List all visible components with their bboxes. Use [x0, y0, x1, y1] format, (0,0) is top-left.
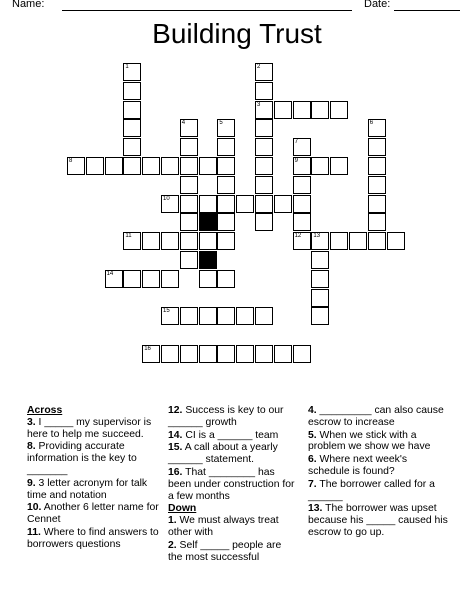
- grid-cell[interactable]: [311, 307, 329, 325]
- clue-text: Providing accurate information is the key to _______: [27, 441, 137, 476]
- grid-cell[interactable]: [142, 232, 160, 250]
- clue-text: Where to find answers to borrowers questions: [27, 526, 159, 550]
- black-cell: [199, 213, 217, 231]
- clue-item: [168, 405, 296, 429]
- grid-cell[interactable]: [255, 119, 273, 137]
- grid-cell[interactable]: [293, 101, 311, 119]
- clue-number: 2: [257, 64, 261, 70]
- grid-cell[interactable]: [180, 345, 198, 363]
- clue-number: 14.: [168, 429, 183, 441]
- clue-number: 6.: [308, 454, 317, 466]
- grid-cell[interactable]: [199, 195, 217, 213]
- grid-cell[interactable]: [142, 157, 160, 175]
- grid-cell[interactable]: [255, 213, 273, 231]
- clue-item: [27, 417, 167, 441]
- grid-cell[interactable]: [236, 345, 254, 363]
- clue-number: 1.: [168, 515, 177, 527]
- clue-text: We must always treat other with: [168, 515, 279, 538]
- clue-item: [168, 442, 296, 466]
- grid-cell[interactable]: [236, 307, 254, 325]
- clue-item: [27, 502, 167, 526]
- grid-cell[interactable]: [180, 119, 198, 137]
- grid-cell[interactable]: [217, 157, 235, 175]
- grid-cell[interactable]: [217, 307, 235, 325]
- grid-cell[interactable]: [217, 232, 235, 250]
- grid-cell[interactable]: [217, 213, 235, 231]
- grid-cell[interactable]: [199, 307, 217, 325]
- clue-number: 16: [144, 346, 151, 352]
- grid-cell[interactable]: [255, 157, 273, 175]
- grid-cell[interactable]: [368, 213, 386, 231]
- clue-number: 3: [257, 101, 261, 108]
- clue-number: 8: [69, 158, 73, 164]
- clue-item: [27, 441, 167, 476]
- clue-number: 12: [294, 233, 302, 240]
- grid-cell[interactable]: [123, 101, 141, 119]
- grid-cell[interactable]: [311, 251, 329, 269]
- grid-cell[interactable]: [199, 345, 217, 363]
- grid-cell[interactable]: [123, 82, 141, 100]
- grid-cell[interactable]: [311, 101, 329, 119]
- grid-cell[interactable]: [161, 307, 179, 325]
- grid-cell[interactable]: [255, 345, 273, 363]
- clue-number: 14: [106, 270, 114, 277]
- grid-cell[interactable]: [330, 101, 348, 119]
- clue-number: 9.: [27, 477, 36, 489]
- grid-cell[interactable]: [293, 213, 311, 231]
- grid-cell[interactable]: [123, 119, 141, 137]
- clue-item: [27, 527, 167, 551]
- grid-cell[interactable]: [368, 176, 386, 194]
- grid-cell[interactable]: [368, 195, 386, 213]
- clue-text: The borrower was upset because his _____ caused his escrow to go up.: [308, 503, 448, 538]
- grid-cell[interactable]: [217, 345, 235, 363]
- clues-column-3: [308, 405, 450, 540]
- name-label: Name:: [12, 0, 45, 10]
- grid-cell[interactable]: [293, 138, 311, 156]
- grid-cell[interactable]: [217, 195, 235, 213]
- grid-cell[interactable]: [67, 157, 85, 175]
- clue-item: [308, 405, 450, 429]
- grid-cell[interactable]: [199, 270, 217, 288]
- grid-cell[interactable]: [199, 232, 217, 250]
- grid-cell[interactable]: [368, 157, 386, 175]
- clue-number: 6: [369, 120, 374, 127]
- grid-cell[interactable]: [123, 157, 141, 175]
- grid-cell[interactable]: [255, 138, 273, 156]
- grid-cell[interactable]: [123, 270, 141, 288]
- grid-cell[interactable]: [255, 82, 273, 100]
- clues-column-1: [27, 405, 167, 552]
- clue-text: The borrower called for a ______: [308, 478, 435, 502]
- grid-cell[interactable]: [255, 307, 273, 325]
- clue-text: Another 6 letter name for Cennet: [27, 502, 159, 526]
- across-heading: Across: [27, 405, 63, 416]
- clue-text: CI is a ______ team: [182, 429, 279, 441]
- grid-cell[interactable]: [180, 251, 198, 269]
- clue-text: Success is key to our ______ growth: [168, 405, 284, 428]
- clue-text: That ________ has been under construction for a few months: [168, 466, 295, 502]
- clue-number: 10.: [27, 502, 42, 514]
- grid-cell[interactable]: [217, 138, 235, 156]
- grid-cell[interactable]: [123, 63, 141, 81]
- grid-cell[interactable]: [142, 270, 160, 288]
- grid-cell[interactable]: [368, 119, 386, 137]
- clue-number: 3.: [27, 416, 36, 428]
- clue-item: [308, 503, 450, 538]
- grid-cell[interactable]: [311, 289, 329, 307]
- grid-cell[interactable]: [161, 270, 179, 288]
- down-heading: Down: [168, 503, 197, 515]
- clue-number: 4: [181, 120, 186, 127]
- grid-cell[interactable]: [199, 157, 217, 175]
- grid-cell[interactable]: [161, 345, 179, 363]
- grid-cell[interactable]: [311, 270, 329, 288]
- grid-cell[interactable]: [274, 195, 292, 213]
- clue-item: [27, 478, 167, 502]
- grid-cell[interactable]: [180, 213, 198, 231]
- clue-number: 5.: [308, 429, 317, 441]
- grid-cell[interactable]: [180, 138, 198, 156]
- clue-number: 11: [125, 233, 132, 240]
- clue-number: 4.: [308, 405, 317, 416]
- clue-item: [308, 430, 450, 454]
- grid-cell[interactable]: [255, 176, 273, 194]
- black-cell: [199, 251, 217, 269]
- grid-cell[interactable]: [105, 157, 123, 175]
- clue-number: 7.: [308, 478, 317, 490]
- clue-number: 13: [313, 233, 321, 240]
- grid-cell[interactable]: [255, 195, 273, 213]
- grid-cell[interactable]: [311, 232, 329, 250]
- grid-cell[interactable]: [255, 101, 273, 119]
- clue-item: [168, 430, 296, 442]
- grid-cell[interactable]: [180, 176, 198, 194]
- clue-number: 13.: [308, 503, 323, 515]
- clue-text: Self _____ people are the most successful: [168, 539, 282, 563]
- clue-text: 3 letter acronym for talk time and notation: [27, 477, 148, 501]
- grid-cell[interactable]: [255, 63, 273, 81]
- clue-item: [168, 515, 296, 539]
- grid-cell[interactable]: [105, 270, 123, 288]
- clue-number: 1: [125, 64, 129, 70]
- clue-number: 12.: [168, 405, 183, 416]
- clue-number: 15.: [168, 442, 183, 454]
- grid-cell[interactable]: [180, 195, 198, 213]
- grid-cell[interactable]: [368, 232, 386, 250]
- grid-cell[interactable]: [330, 232, 348, 250]
- grid-cell[interactable]: [236, 195, 254, 213]
- grid-cell[interactable]: [180, 232, 198, 250]
- grid-cell[interactable]: [123, 232, 141, 250]
- clue-number: 15: [163, 308, 170, 315]
- grid-cell[interactable]: [86, 157, 104, 175]
- clue-text: I _____ my supervisor is here to help me succeed.: [27, 416, 152, 440]
- clue-number: 9: [294, 158, 298, 164]
- grid-cell[interactable]: [330, 157, 348, 175]
- grid-cell[interactable]: [142, 345, 160, 363]
- clue-text: A call about a yearly ______ statement.: [168, 442, 278, 466]
- clue-text: Where next week's schedule is found?: [308, 454, 408, 477]
- grid-cell[interactable]: [274, 101, 292, 119]
- grid-cell[interactable]: [217, 119, 235, 137]
- clue-item: [308, 479, 450, 503]
- grid-cell[interactable]: [293, 157, 311, 175]
- grid-cell[interactable]: [274, 345, 292, 363]
- grid-cell[interactable]: [293, 232, 311, 250]
- clue-item: [168, 540, 296, 564]
- clue-number: 5: [219, 120, 223, 127]
- clue-number: 16.: [168, 466, 183, 478]
- puzzle-title: Building Trust: [152, 18, 322, 49]
- clue-number: 2.: [168, 539, 177, 551]
- clue-item: [308, 454, 450, 478]
- grid-cell[interactable]: [180, 307, 198, 325]
- date-label: Date:: [364, 0, 391, 10]
- clue-text: When we stick with a problem we show we have: [308, 429, 431, 453]
- grid-cell[interactable]: [161, 232, 179, 250]
- grid-cell[interactable]: [387, 232, 405, 250]
- clue-number: 11.: [27, 526, 41, 538]
- grid-cell[interactable]: [217, 270, 235, 288]
- clue-number: 10: [163, 195, 170, 202]
- grid-cell[interactable]: [311, 157, 329, 175]
- clue-number: 8.: [27, 441, 36, 453]
- clue-number: 7: [294, 139, 298, 146]
- grid-cell[interactable]: [123, 138, 141, 156]
- grid-cell[interactable]: [349, 232, 367, 250]
- grid-cell[interactable]: [368, 138, 386, 156]
- grid-cell[interactable]: [293, 345, 311, 363]
- clue-text: _________ can also cause escrow to increase: [308, 405, 444, 428]
- clue-item: [168, 467, 296, 502]
- grid-cell[interactable]: [293, 195, 311, 213]
- grid-cell[interactable]: [180, 157, 198, 175]
- grid-cell[interactable]: [161, 157, 179, 175]
- grid-cell[interactable]: [217, 176, 235, 194]
- grid-cell[interactable]: [293, 176, 311, 194]
- clues-column-2: [168, 405, 296, 564]
- grid-cell[interactable]: [161, 195, 179, 213]
